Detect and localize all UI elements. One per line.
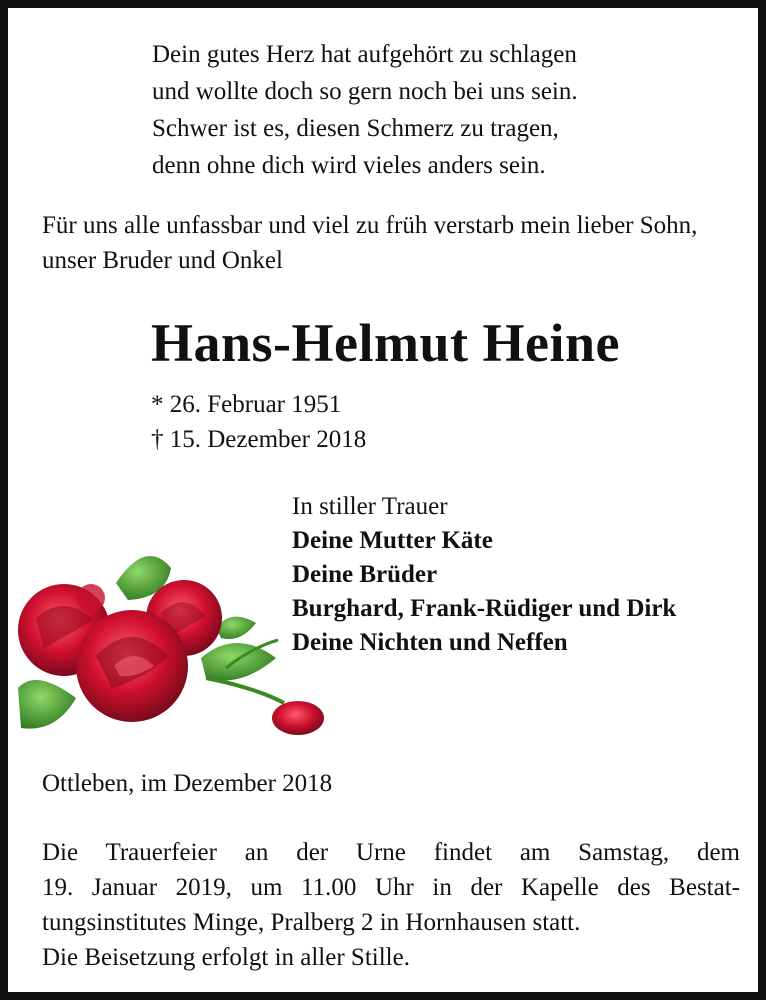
deceased-name: Hans-Helmut Heine bbox=[151, 313, 620, 373]
death-date: † 15. Dezember 2018 bbox=[151, 426, 367, 453]
note-line: tungsinstitutes Minge, Pralberg 2 in Hornhausen statt. bbox=[42, 909, 581, 936]
mourner-line: Burghard, Frank-Rüdiger und Dirk bbox=[292, 595, 677, 622]
mourner-line: Deine Mutter Käte bbox=[292, 527, 493, 554]
intro-text: Für uns alle unfassbar und viel zu früh verstarb mein lieber Sohn, unser Bruder und Onkel bbox=[42, 212, 698, 274]
note-line: Die Beisetzung erfolgt in aller Stille. bbox=[42, 944, 410, 971]
poem bbox=[152, 36, 578, 184]
mourner-line: Deine Nichten und Neffen bbox=[292, 629, 568, 656]
mourners-heading: In stiller Trauer bbox=[292, 493, 448, 520]
note-line: 19. Januar 2019, um 11.00 Uhr in der Kapelle des Bestat- bbox=[42, 874, 740, 901]
poem-line: denn ohne dich wird vieles anders sein. bbox=[152, 152, 546, 179]
funeral-note bbox=[42, 835, 740, 975]
poem-line: und wollte doch so gern noch bei uns sein. bbox=[152, 78, 578, 105]
life-dates bbox=[151, 387, 366, 457]
note-line: Die Trauerfeier an der Urne findet am Samstag, dem bbox=[42, 839, 740, 866]
mourner-line: Deine Brüder bbox=[292, 561, 438, 588]
birth-date: * 26. Februar 1951 bbox=[151, 391, 342, 418]
poem-line: Schwer ist es, diesen Schmerz zu tragen, bbox=[152, 115, 559, 142]
mourners-list bbox=[292, 490, 676, 660]
poem-line: Dein gutes Herz hat aufgehört zu schlagen bbox=[152, 41, 577, 68]
place-date: Ottleben, im Dezember 2018 bbox=[42, 770, 333, 797]
roses-image bbox=[16, 538, 326, 738]
